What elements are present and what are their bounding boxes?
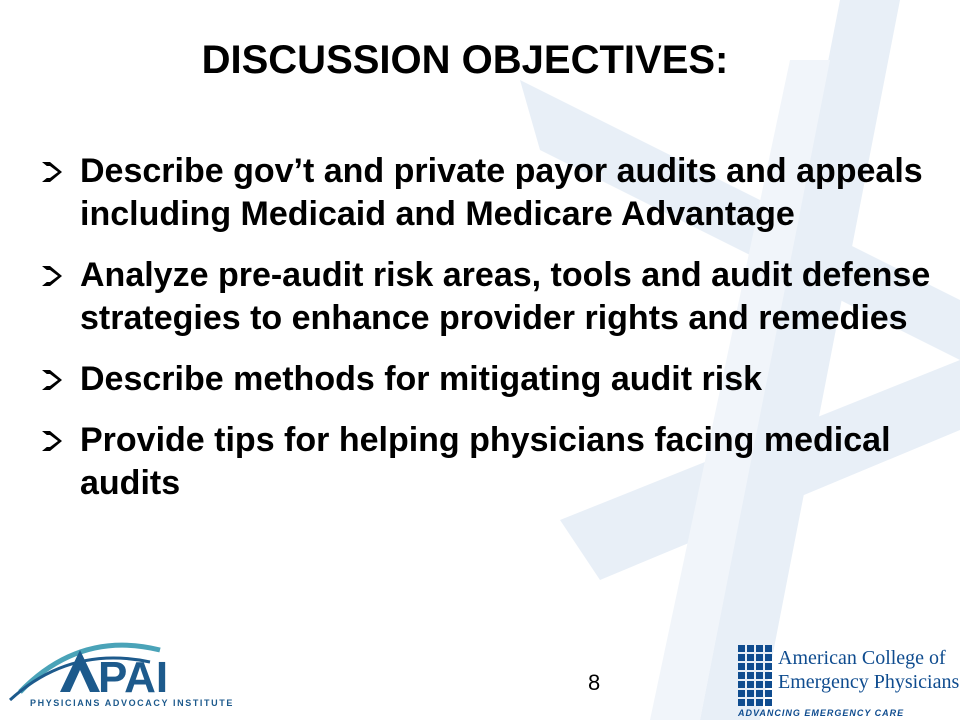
bullet-text: Describe gov’t and private payor audits and appeals including Medicaid and Medicare Advantage bbox=[80, 152, 923, 233]
bullet-text: Describe methods for mitigating audit risk bbox=[80, 360, 763, 398]
arrow-bullet-icon bbox=[40, 368, 66, 392]
svg-text:PAI: PAI bbox=[98, 653, 169, 702]
list-item bbox=[40, 150, 940, 236]
bullet-text: Analyze pre-audit risk areas, tools and audit defense strategies to enhance provider rights and remedies bbox=[80, 256, 931, 337]
arrow-bullet-icon bbox=[40, 160, 66, 184]
slide-title: DISCUSSION OBJECTIVES: bbox=[201, 38, 729, 82]
list-item bbox=[40, 254, 940, 340]
arrow-bullet-icon bbox=[40, 429, 66, 453]
bullet-text: Provide tips for helping physicians facing medical audits bbox=[80, 421, 891, 502]
acep-name bbox=[778, 646, 960, 694]
list-item bbox=[40, 358, 940, 401]
arrow-bullet-icon bbox=[40, 264, 66, 288]
objectives-list bbox=[40, 150, 940, 523]
acep-grid-icon bbox=[738, 645, 772, 707]
acep-name-line2: Emergency Physicians bbox=[778, 671, 960, 693]
pai-caption: PHYSICIANS ADVOCACY INSTITUTE bbox=[30, 698, 234, 708]
page-number: 8 bbox=[588, 670, 601, 695]
acep-tagline: ADVANCING EMERGENCY CARE bbox=[738, 708, 905, 718]
acep-name-line1: American College of bbox=[778, 647, 946, 669]
list-item bbox=[40, 419, 940, 505]
